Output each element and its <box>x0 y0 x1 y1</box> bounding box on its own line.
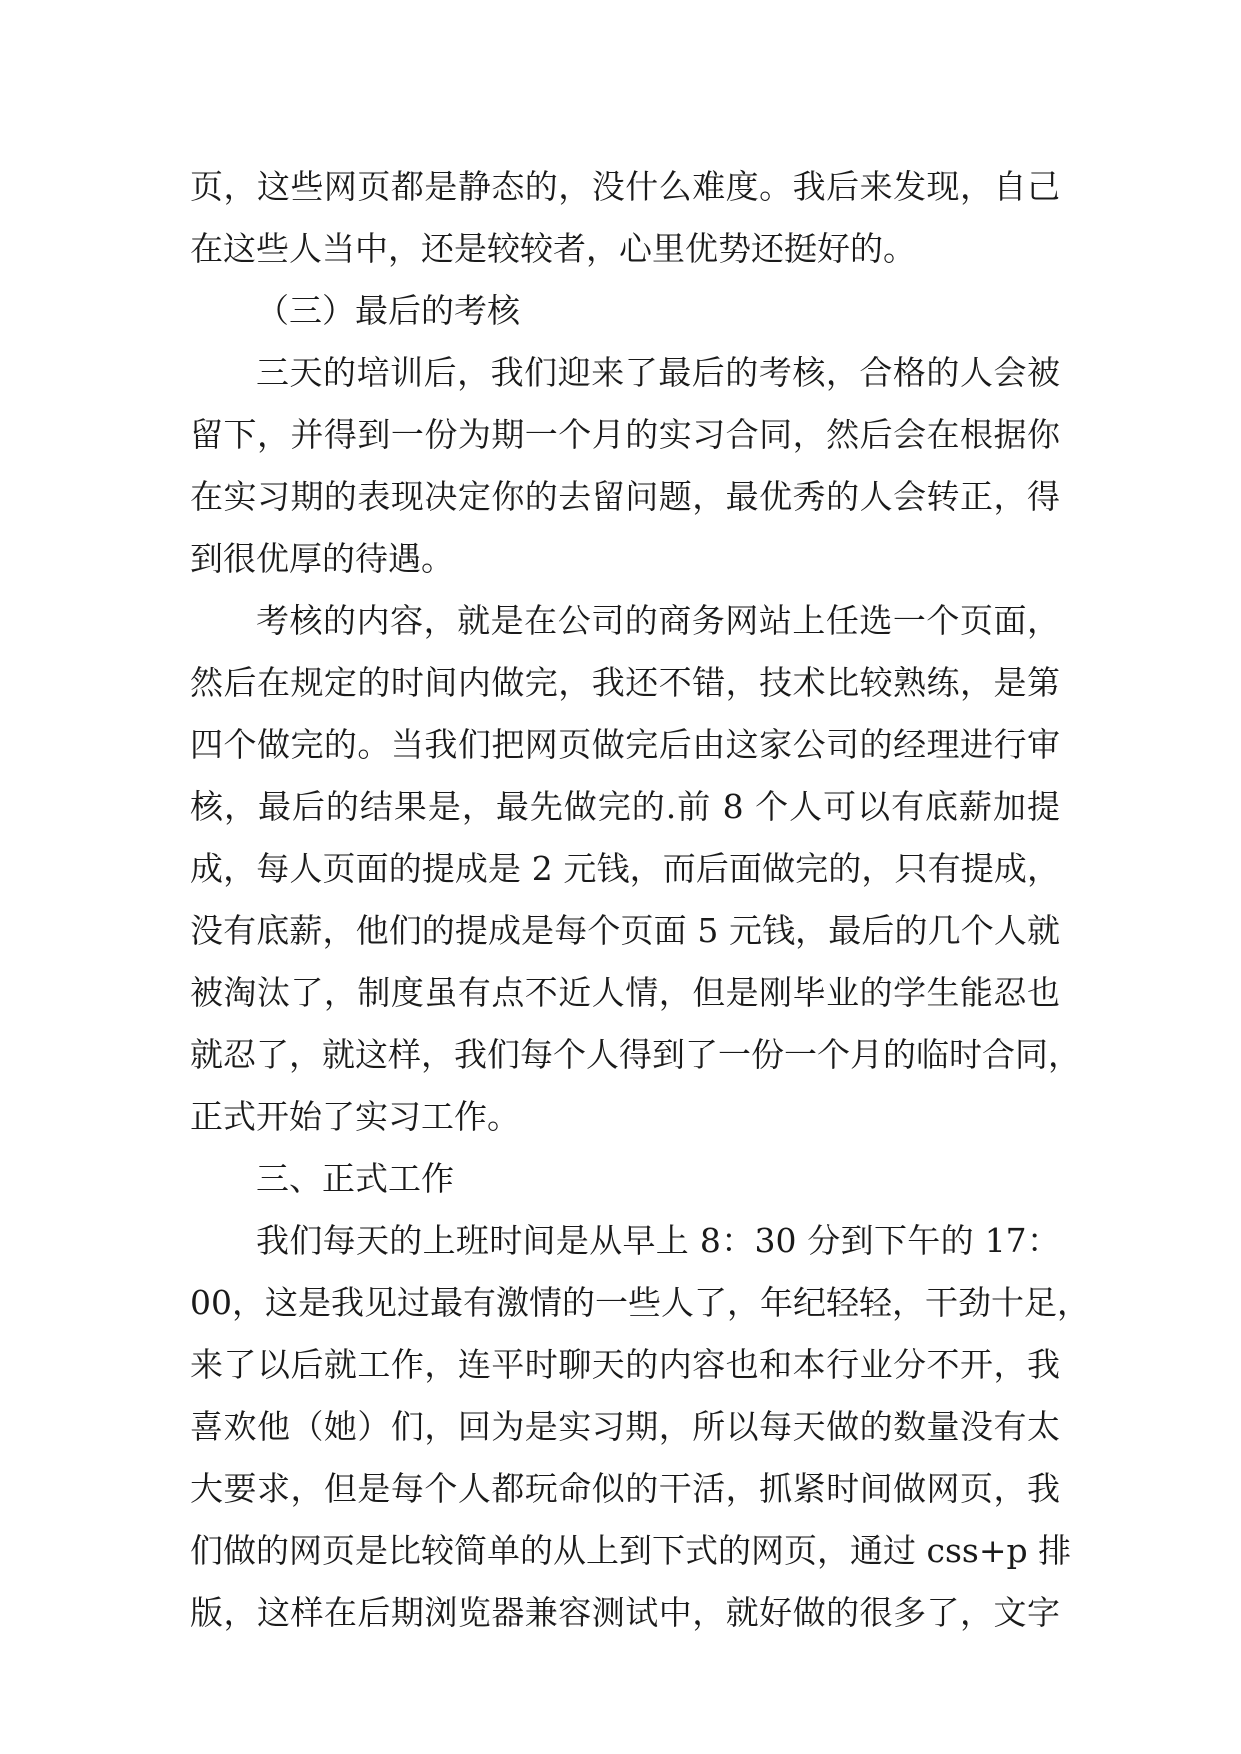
text-line: 来了以后就工作，连平时聊天的内容也和本行业分不开，我 <box>190 1345 1060 1384</box>
text-line: 考核的内容，就是在公司的商务网站上任选一个页面， <box>256 601 1060 640</box>
text-line: 留下，并得到一份为期一个月的实习合同，然后会在根据你 <box>190 415 1060 454</box>
text-line: 没有底薪，他们的提成是每个页面 5 元钱，最后的几个人就 <box>190 911 1060 950</box>
text-line: 我们每天的上班时间是从早上 8：30 分到下午的 17： <box>256 1221 1060 1260</box>
text-line: 四个做完的。当我们把网页做完后由这家公司的经理进行审 <box>190 725 1060 764</box>
text-line: 00，这是我见过最有激情的一些人了，年纪轻轻，干劲十足， <box>190 1283 1090 1322</box>
text-line: 们做的网页是比较简单的从上到下式的网页，通过 css+p 排 <box>190 1531 1072 1570</box>
text-line: 核，最后的结果是，最先做完的.前 8 个人可以有底薪加提 <box>190 787 1060 826</box>
text-line: 三天的培训后，我们迎来了最后的考核，合格的人会被 <box>256 353 1060 392</box>
text-line: 大要求，但是每个人都玩命似的干活，抓紧时间做网页，我 <box>190 1469 1060 1508</box>
text-line: 然后在规定的时间内做完，我还不错，技术比较熟练，是第 <box>190 663 1060 702</box>
text-line: 在实习期的表现决定你的去留问题，最优秀的人会转正，得 <box>190 477 1060 516</box>
text-line: 就忍了，就这样，我们每个人得到了一份一个月的临时合同， <box>190 1035 1081 1074</box>
text-line: 正式开始了实习工作。 <box>190 1097 520 1136</box>
text-line: 到很优厚的待遇。 <box>190 539 454 578</box>
text-line: 被淘汰了，制度虽有点不近人情，但是刚毕业的学生能忍也 <box>190 973 1060 1012</box>
body-text <box>190 156 1090 1644</box>
text-line: 版，这样在后期浏览器兼容测试中，就好做的很多了，文字 <box>190 1593 1060 1632</box>
section-heading: 三、正式工作 <box>256 1159 454 1198</box>
section-heading: （三）最后的考核 <box>256 291 520 330</box>
text-line: 在这些人当中，还是较较者，心里优势还挺好的。 <box>190 229 916 268</box>
text-line: 页，这些网页都是静态的，没什么难度。我后来发现，自己 <box>190 167 1060 206</box>
text-line: 喜欢他（她）们，回为是实习期，所以每天做的数量没有太 <box>190 1407 1060 1446</box>
text-line: 成，每人页面的提成是 2 元钱，而后面做完的，只有提成， <box>190 849 1060 888</box>
